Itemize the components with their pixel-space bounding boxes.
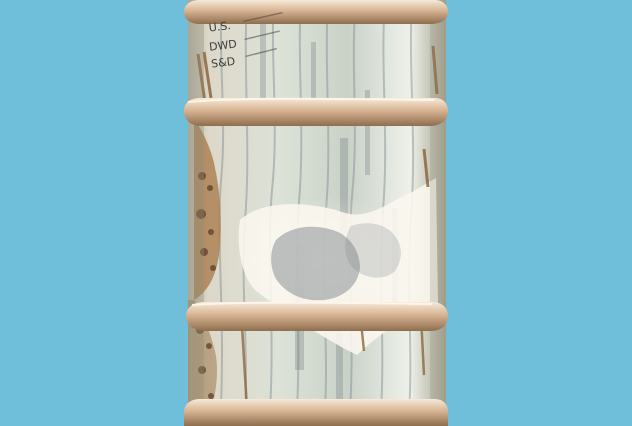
stencil-line-2: DWD — [208, 37, 238, 54]
stencil-line-3: S&D — [210, 54, 236, 71]
stencil-line-1: U.S. — [208, 19, 232, 35]
bottom-rim — [184, 399, 448, 426]
